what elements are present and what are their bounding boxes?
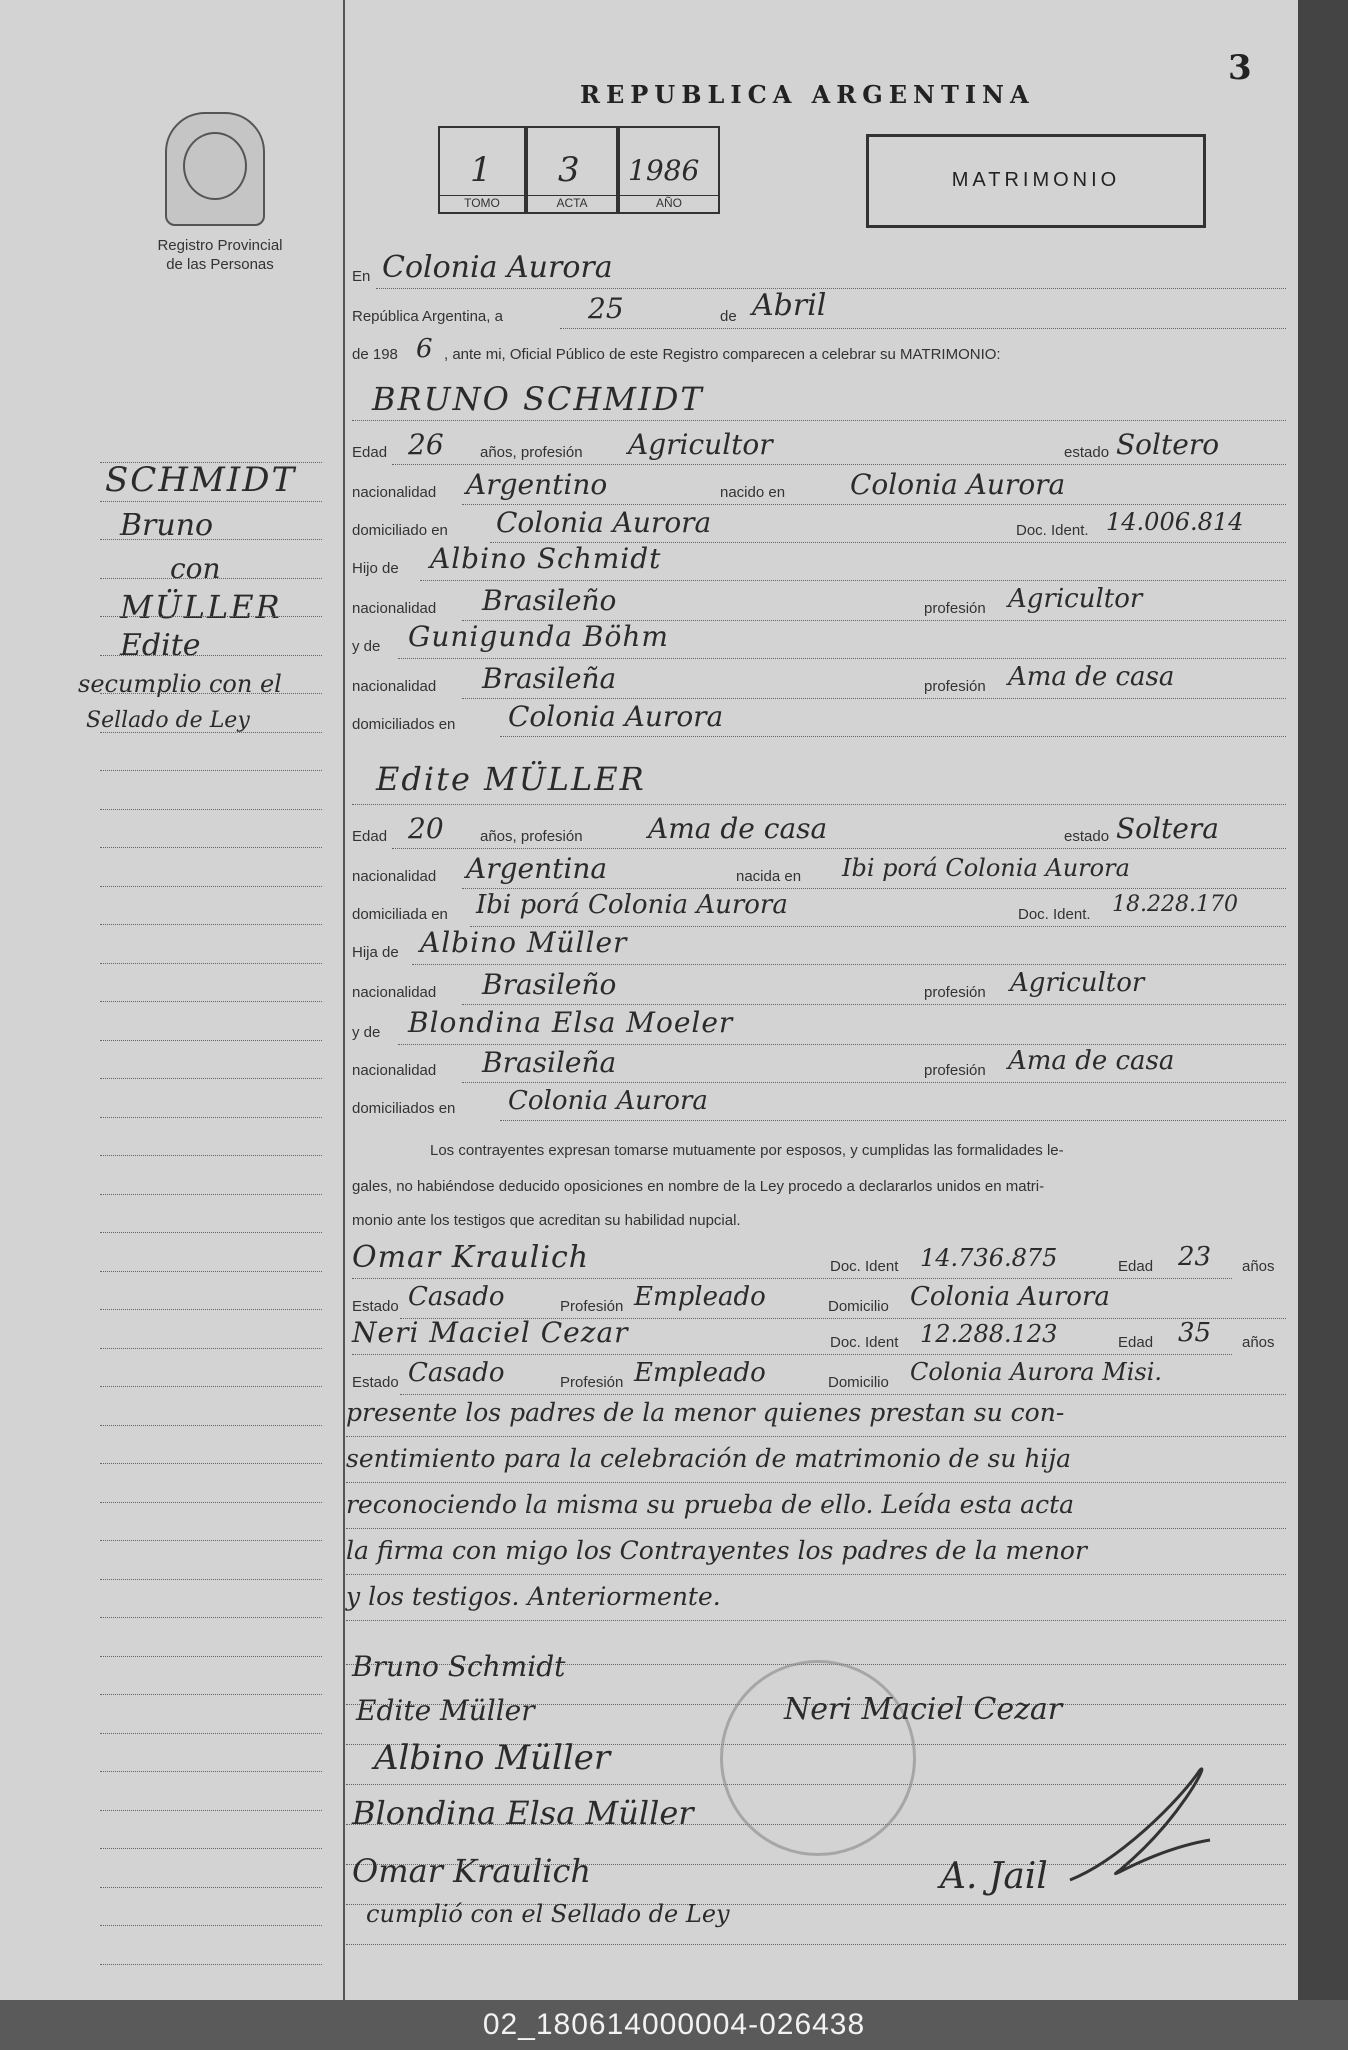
signature-ruled-line <box>346 1944 1286 1945</box>
signature-neri: Neri Maciel Cezar <box>784 1692 1063 1727</box>
groom-anos-prof-label: años, profesión <box>480 444 583 461</box>
margin-ruled-line <box>100 1463 322 1464</box>
groom-doc: 14.006.814 <box>1106 508 1244 536</box>
witness-1-estado: Casado <box>408 1282 505 1312</box>
bride-madre-nac-label: nacionalidad <box>352 1062 437 1079</box>
margin-divider <box>343 0 345 2000</box>
bride-padre-nac: Brasileño <box>482 968 617 1001</box>
bride-nac-label: nacionalidad <box>352 868 437 885</box>
groom-padre-nac-label: nacionalidad <box>352 600 437 617</box>
margin-ruled-line <box>100 847 322 848</box>
tomo-label: TOMO <box>440 195 524 210</box>
margin-ruled-line <box>100 1771 322 1772</box>
margin-ruled-line <box>100 1810 322 1811</box>
witness-1-profesion: Empleado <box>634 1282 766 1312</box>
acta-value: 3 <box>558 150 580 190</box>
groom-padre-prof: Agricultor <box>1008 584 1143 614</box>
bride-edad-label: Edad <box>352 828 388 845</box>
de-label: de <box>720 308 737 325</box>
bride-hija-label: Hija de <box>352 944 399 961</box>
witness-2-anos: años <box>1242 1334 1275 1351</box>
note-line-3: reconociendo la misma su prueba de ello. Leída esta acta <box>346 1490 1075 1519</box>
bride-estado-label: estado <box>1064 828 1110 845</box>
margin-ruled-line <box>100 1386 322 1387</box>
bride-madre-prof: Ama de casa <box>1008 1046 1175 1076</box>
margin-ruled-line <box>100 732 322 733</box>
bride-madre-prof-label: profesión <box>924 1062 986 1079</box>
witness-2-prof-label: Profesión <box>560 1374 624 1391</box>
groom-doms-label: domiciliados en <box>352 716 456 733</box>
bride-madre: Blondina Elsa Moeler <box>408 1006 734 1039</box>
bride-anos-prof-label: años, profesión <box>480 828 583 845</box>
bride-padre-prof-label: profesión <box>924 984 986 1001</box>
margin-ruled-line <box>100 1001 322 1002</box>
margin-sellado-1: secumplio con el <box>78 670 282 698</box>
witness-1-doc-label: Doc. Ident <box>830 1258 899 1275</box>
bride-padres-dom: Colonia Aurora <box>508 1086 708 1116</box>
bride-profesion: Ama de casa <box>648 812 828 845</box>
note-ruled-line <box>346 1620 1286 1621</box>
margin-ruled-line <box>100 1309 322 1310</box>
margin-ruled-line <box>100 1617 322 1618</box>
margin-name-1: Bruno <box>120 508 214 543</box>
year-digit: 6 <box>416 334 433 364</box>
bride-domicilio: Ibi porá Colonia Aurora <box>476 890 788 920</box>
margin-ruled-line <box>100 1540 322 1541</box>
groom-edad-label: Edad <box>352 444 388 461</box>
bride-padre-nac-label: nacionalidad <box>352 984 437 1001</box>
margin-ruled-line <box>100 1117 322 1118</box>
signature-blondina: Blondina Elsa Müller <box>352 1794 694 1832</box>
witness-2-estado-label: Estado <box>352 1374 399 1391</box>
margin-ruled-line <box>100 1848 322 1849</box>
margin-ruled-line <box>100 578 322 579</box>
comparecen-text: , ante mi, Oficial Público de este Registro comparecen a celebrar su MATRIMONIO: <box>444 346 1001 363</box>
note-ruled-line <box>346 1482 1286 1483</box>
month-value: Abril <box>752 288 827 323</box>
groom-estado: Soltero <box>1116 428 1220 461</box>
note-ruled-line <box>346 1574 1286 1575</box>
groom-name: BRUNO SCHMIDT <box>372 380 704 418</box>
note-line-2: sentimiento para la celebración de matrimonio de su hija <box>346 1444 1072 1473</box>
groom-padre-prof-label: profesión <box>924 600 986 617</box>
margin-ruled-line <box>100 1348 322 1349</box>
margin-ruled-line <box>100 886 322 887</box>
bride-name: Edite MÜLLER <box>376 760 646 798</box>
witness-2-doc: 12.288.123 <box>920 1320 1058 1348</box>
signature-sellado: cumplió con el Sellado de Ley <box>366 1900 730 1928</box>
acta-box <box>526 126 618 214</box>
margin-ruled-line <box>100 1232 322 1233</box>
footer-file-id: 02_180614000004-026438 <box>0 2000 1348 2050</box>
country-title: REPUBLICA ARGENTINA <box>580 80 1035 109</box>
groom-estado-label: estado <box>1064 444 1110 461</box>
margin-ruled-line <box>100 1040 322 1041</box>
margin-ruled-line <box>100 655 322 656</box>
groom-nacionalidad: Argentino <box>466 468 608 501</box>
groom-madre-prof-label: profesión <box>924 678 986 695</box>
groom-yde-label: y de <box>352 638 381 655</box>
margin-ruled-line <box>100 770 322 771</box>
groom-doc-label: Doc. Ident. <box>1016 522 1089 539</box>
bride-doms-label: domiciliados en <box>352 1100 456 1117</box>
margin-ruled-line <box>100 462 322 463</box>
day-value: 25 <box>588 292 624 325</box>
republica-label: República Argentina, a <box>352 308 503 325</box>
anio-box <box>618 126 720 214</box>
groom-padre: Albino Schmidt <box>430 542 662 575</box>
witness-2-profesion: Empleado <box>634 1358 766 1388</box>
witness-2-edad: 35 <box>1178 1318 1212 1348</box>
margin-ruled-line <box>100 539 322 540</box>
note-line-1: presente los padres de la menor quienes prestan su con- <box>346 1398 1065 1427</box>
witness-1-domicilio: Colonia Aurora <box>910 1282 1110 1312</box>
margin-name-2: Edite <box>120 628 201 663</box>
tomo-box <box>438 126 526 214</box>
witness-1-anos: años <box>1242 1258 1275 1275</box>
margin-ruled-line <box>100 1078 322 1079</box>
margin-ruled-line <box>100 1656 322 1657</box>
margin-ruled-line <box>100 1155 322 1156</box>
margin-ruled-line <box>100 693 322 694</box>
groom-nacido-label: nacido en <box>720 484 786 501</box>
margin-ruled-line <box>100 809 322 810</box>
margin-ruled-line <box>100 1194 322 1195</box>
groom-profesion: Agricultor <box>628 428 773 461</box>
bride-nacida: Ibi porá Colonia Aurora <box>842 854 1130 882</box>
bride-yde-label: y de <box>352 1024 381 1041</box>
year-prefix: de 198 <box>352 346 398 363</box>
witness-1-name: Omar Kraulich <box>352 1240 590 1275</box>
groom-nacido: Colonia Aurora <box>850 468 1066 501</box>
tomo-value: 1 <box>470 150 492 190</box>
signature-omar: Omar Kraulich <box>352 1852 592 1890</box>
groom-madre-nac-label: nacionalidad <box>352 678 437 695</box>
place-value: Colonia Aurora <box>382 250 613 285</box>
bride-nacionalidad: Argentina <box>466 852 608 885</box>
en-label: En <box>352 268 371 285</box>
witness-2-dom-label: Domicilio <box>828 1374 889 1391</box>
witness-2-estado: Casado <box>408 1358 505 1388</box>
margin-ruled-line <box>100 1925 322 1926</box>
book-binding-edge <box>1298 0 1348 2000</box>
note-ruled-line <box>346 1436 1286 1437</box>
signature-official: A. Jail <box>940 1856 1048 1897</box>
registry-name: Registro Provincial de las Personas <box>157 237 283 273</box>
witness-1-prof-label: Profesión <box>560 1298 624 1315</box>
witness-1-edad-label: Edad <box>1118 1258 1154 1275</box>
bride-estado: Soltera <box>1116 812 1219 845</box>
declaration-line-3: monio ante los testigos que acreditan su habilidad nupcial. <box>352 1212 741 1229</box>
bride-dom-label: domiciliada en <box>352 906 448 923</box>
witness-2-name: Neri Maciel Cezar <box>352 1316 629 1349</box>
margin-ruled-line <box>100 1733 322 1734</box>
groom-madre-nac: Brasileña <box>482 662 617 695</box>
doc-type-box <box>866 134 1206 228</box>
witness-1-doc: 14.736.875 <box>920 1244 1058 1272</box>
declaration-line-1: Los contrayentes expresan tomarse mutuamente por esposos, y cumplidas las formalidades le- <box>430 1142 1064 1159</box>
official-stamp <box>720 1660 916 1856</box>
bride-madre-nac: Brasileña <box>482 1046 617 1079</box>
margin-ruled-line <box>100 1694 322 1695</box>
declaration-line-2: gales, no habiéndose deducido oposiciones en nombre de la Ley procedo a declararlos unidos en matri- <box>352 1178 1045 1195</box>
margin-surname-1: SCHMIDT <box>105 460 297 500</box>
witness-1-estado-label: Estado <box>352 1298 399 1315</box>
bride-padre: Albino Müller <box>420 926 628 959</box>
groom-madre: Gunigunda Böhm <box>408 620 669 653</box>
groom-padre-nac: Brasileño <box>482 584 617 617</box>
groom-padres-dom: Colonia Aurora <box>508 700 724 733</box>
witness-2-edad-label: Edad <box>1118 1334 1154 1351</box>
margin-sellado-2: Sellado de Ley <box>86 708 250 733</box>
seal-emblem-icon <box>183 132 247 200</box>
signature-flourish-icon <box>1060 1760 1220 1900</box>
witness-2-doc-label: Doc. Ident <box>830 1334 899 1351</box>
margin-surname-2: MÜLLER <box>120 588 282 626</box>
doc-type: MATRIMONIO <box>951 169 1121 191</box>
page-number: 3 <box>1228 48 1252 88</box>
margin-ruled-line <box>100 1425 322 1426</box>
signature-albino: Albino Müller <box>374 1738 611 1778</box>
groom-edad: 26 <box>408 428 444 461</box>
anio-label: AÑO <box>620 195 718 210</box>
witness-1-dom-label: Domicilio <box>828 1298 889 1315</box>
acta-label: ACTA <box>528 195 616 210</box>
margin-ruled-line <box>100 616 322 617</box>
bride-edad: 20 <box>408 812 444 845</box>
witness-2-domicilio: Colonia Aurora Misi. <box>910 1358 1162 1386</box>
margin-ruled-line <box>100 1579 322 1580</box>
coat-of-arms-seal <box>165 112 265 226</box>
groom-hijo-label: Hijo de <box>352 560 399 577</box>
margin-con: con <box>170 552 221 585</box>
groom-nac-label: nacionalidad <box>352 484 437 501</box>
groom-dom-label: domiciliado en <box>352 522 448 539</box>
margin-ruled-line <box>100 1887 322 1888</box>
margin-ruled-line <box>100 963 322 964</box>
signature-edite: Edite Müller <box>356 1694 535 1727</box>
margin-ruled-line <box>100 1502 322 1503</box>
margin-ruled-line <box>100 1271 322 1272</box>
margin-ruled-line <box>100 1964 322 1965</box>
note-line-4: la firma con migo los Contrayentes los padres de la menor <box>346 1536 1087 1565</box>
bride-doc: 18.228.170 <box>1112 892 1238 917</box>
groom-madre-prof: Ama de casa <box>1008 662 1175 692</box>
anio-value: 1986 <box>628 154 700 187</box>
margin-ruled-line <box>100 924 322 925</box>
bride-nacida-label: nacida en <box>736 868 802 885</box>
groom-domicilio: Colonia Aurora <box>496 506 712 539</box>
margin-ruled-line <box>100 501 322 502</box>
bride-doc-label: Doc. Ident. <box>1018 906 1091 923</box>
witness-1-edad: 23 <box>1178 1242 1212 1272</box>
bride-padre-prof: Agricultor <box>1010 968 1145 998</box>
signature-bruno: Bruno Schmidt <box>352 1650 566 1683</box>
note-ruled-line <box>346 1528 1286 1529</box>
note-line-5: y los testigos. Anteriormente. <box>346 1582 721 1611</box>
